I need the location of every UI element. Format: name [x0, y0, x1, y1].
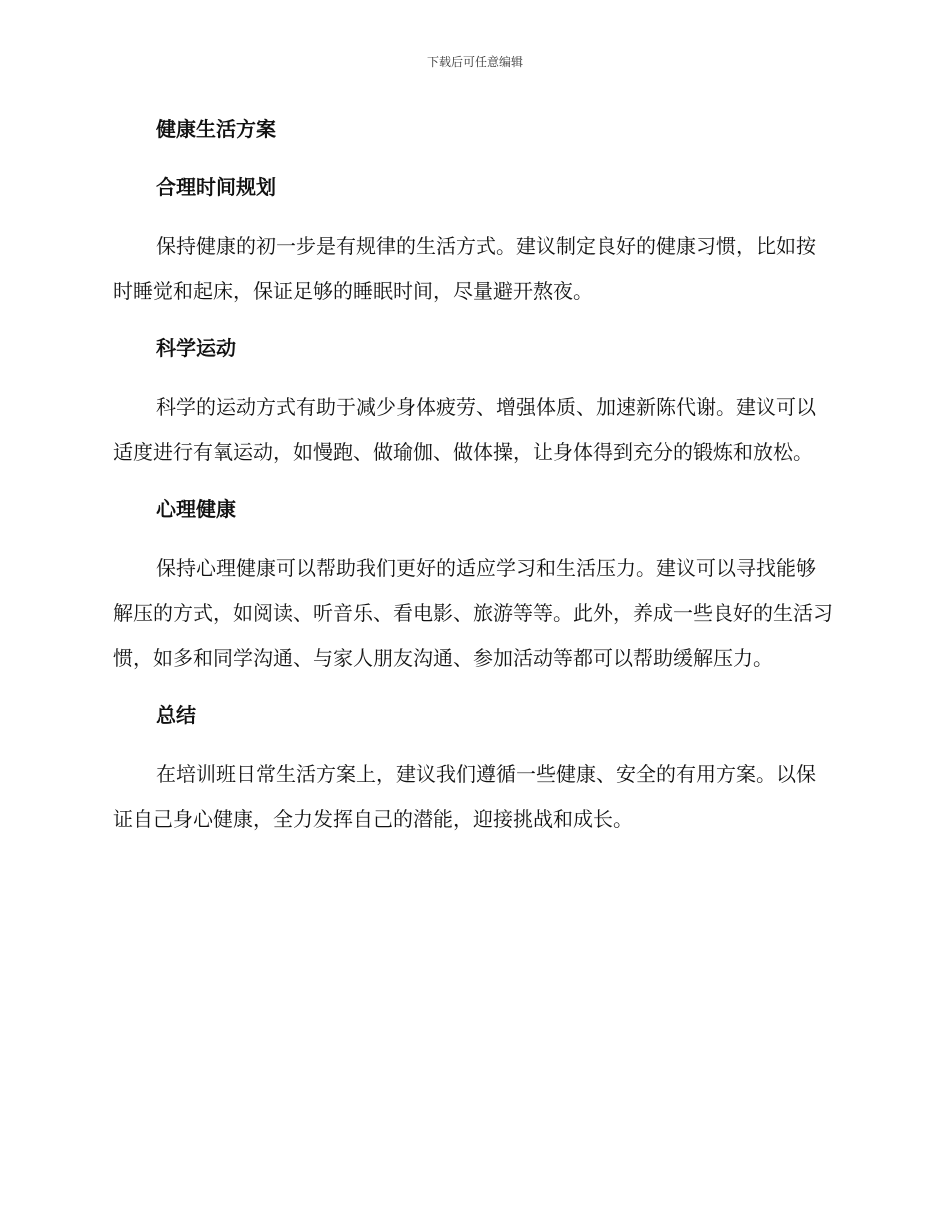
document-body — [113, 108, 833, 855]
page-header: 下载后可任意编辑 — [426, 55, 523, 69]
section-body-summary: 在培训班日常生活方案上，建议我们遵循一些健康、安全的有用方案。以保证自己身心健康，全力发挥自己的潜能，迎接挑战和成长。 — [113, 762, 816, 831]
section-heading-mental-health: 心理健康 — [156, 497, 236, 521]
section-body-mental-health: 保持心理健康可以帮助我们更好的适应学习和生活压力。建议可以寻找能够解压的方式，如阅读、听音乐、看电影、旅游等等。此外，养成一些良好的生活习惯，如多和同学沟通、与家人朋友沟通、参加活动等都可以帮助缓解压力。 — [113, 556, 833, 670]
section-body-time-planning: 保持健康的初一步是有规律的生活方式。建议制定良好的健康习惯，比如按时睡觉和起床，保证足够的睡眠时间，尽量避开熬夜。 — [113, 234, 816, 303]
section-heading-time-planning: 合理时间规划 — [156, 175, 276, 199]
section-heading-summary: 总结 — [156, 703, 196, 727]
document-title: 健康生活方案 — [156, 117, 276, 141]
section-heading-exercise: 科学运动 — [156, 336, 236, 360]
section-body-exercise: 科学的运动方式有助于减少身体疲劳、增强体质、加速新陈代谢。建议可以适度进行有氧运动，如慢跑、做瑜伽、做体操，让身体得到充分的锻炼和放松。 — [113, 395, 816, 464]
